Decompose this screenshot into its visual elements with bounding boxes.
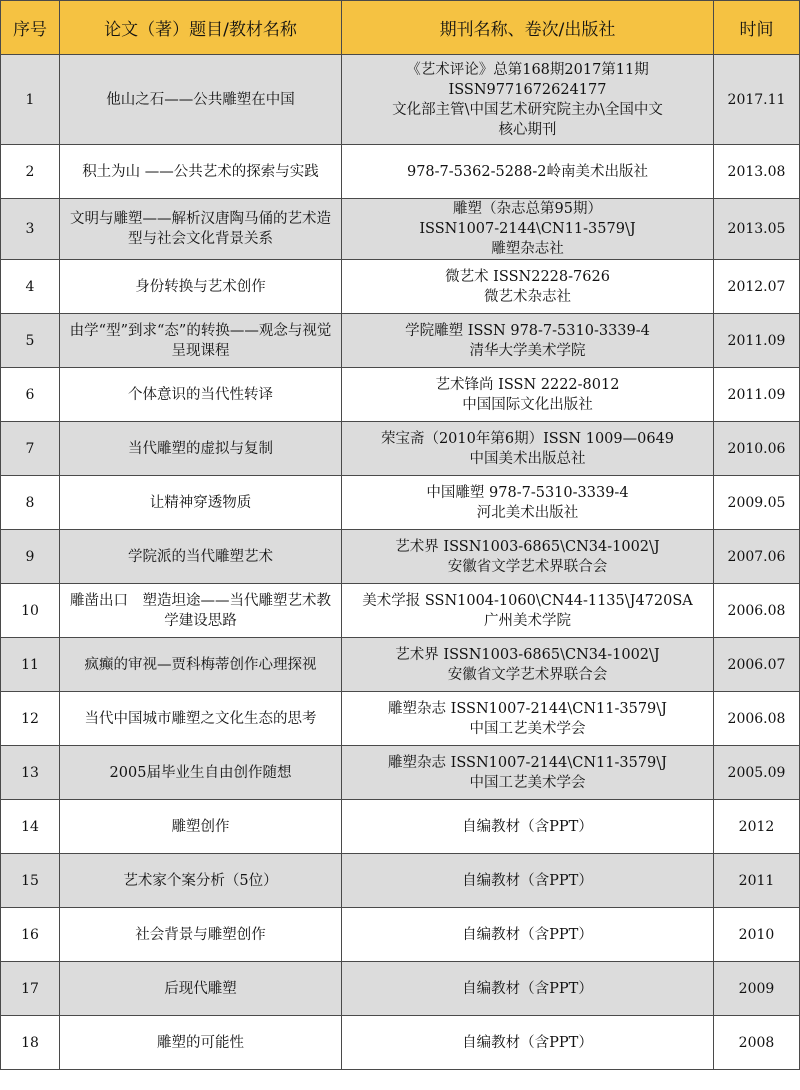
row-journal bbox=[342, 800, 714, 854]
table-row bbox=[1, 746, 800, 800]
journal-line: 中国工艺美术学会 bbox=[469, 774, 586, 791]
row-journal bbox=[342, 746, 714, 800]
table-row bbox=[1, 55, 800, 145]
table-row bbox=[1, 476, 800, 530]
row-time: 2011 bbox=[714, 854, 800, 908]
row-journal bbox=[342, 55, 714, 145]
journal-line: 雕塑杂志 ISSN1007-2144\CN11-3579\J bbox=[388, 754, 667, 771]
row-time: 2013.08 bbox=[714, 145, 800, 199]
row-time: 2009 bbox=[714, 962, 800, 1016]
row-title: 雕塑的可能性 bbox=[60, 1016, 342, 1070]
table-row bbox=[1, 962, 800, 1016]
row-index: 13 bbox=[1, 746, 60, 800]
journal-line: 自编教材（含PPT） bbox=[462, 818, 593, 835]
row-journal bbox=[342, 692, 714, 746]
header-title: 论文（著）题目/教材名称 bbox=[60, 1, 342, 55]
header-index: 序号 bbox=[1, 1, 60, 55]
table-body bbox=[1, 55, 800, 1070]
journal-line: 中国美术出版总社 bbox=[469, 450, 586, 467]
row-title: 雕凿出口 塑造坦途——当代雕塑艺术教学建设思路 bbox=[60, 584, 342, 638]
row-index: 1 bbox=[1, 55, 60, 145]
row-index: 17 bbox=[1, 962, 60, 1016]
journal-line: 艺术界 ISSN1003-6865\CN34-1002\J bbox=[395, 646, 660, 663]
journal-line: 978-7-5362-5288-2岭南美术出版社 bbox=[406, 163, 649, 180]
journal-line: 艺术锋尚 ISSN 2222-8012 bbox=[435, 376, 620, 393]
row-title: 身份转换与艺术创作 bbox=[60, 260, 342, 314]
row-index: 11 bbox=[1, 638, 60, 692]
journal-line: 美术学报 SSN1004-1060\CN44-1135\J4720SA bbox=[362, 592, 693, 609]
row-journal bbox=[342, 145, 714, 199]
row-title: 后现代雕塑 bbox=[60, 962, 342, 1016]
table-row bbox=[1, 1016, 800, 1070]
row-time: 2011.09 bbox=[714, 314, 800, 368]
row-journal bbox=[342, 530, 714, 584]
row-time: 2012 bbox=[714, 800, 800, 854]
row-title: 社会背景与雕塑创作 bbox=[60, 908, 342, 962]
journal-line: 中国雕塑 978-7-5310-3339-4 bbox=[426, 484, 629, 501]
row-time: 2008 bbox=[714, 1016, 800, 1070]
row-journal bbox=[342, 854, 714, 908]
row-index: 16 bbox=[1, 908, 60, 962]
journal-line: 雕塑杂志社 bbox=[491, 241, 564, 257]
table-row bbox=[1, 260, 800, 314]
row-index: 15 bbox=[1, 854, 60, 908]
journal-line: ISSN1007-2144\CN11-3579\J bbox=[419, 221, 636, 237]
row-index: 5 bbox=[1, 314, 60, 368]
row-time: 2006.08 bbox=[714, 584, 800, 638]
journal-line: 自编教材（含PPT） bbox=[462, 926, 593, 943]
table-row bbox=[1, 530, 800, 584]
row-index: 9 bbox=[1, 530, 60, 584]
journal-line: 学院雕塑 ISSN 978-7-5310-3339-4 bbox=[405, 322, 650, 339]
row-index: 4 bbox=[1, 260, 60, 314]
journal-line: 文化部主管\中国艺术研究院主办\全国中文 bbox=[392, 101, 663, 118]
journal-line: 核心期刊 bbox=[498, 121, 557, 138]
header-journal: 期刊名称、卷次/出版社 bbox=[342, 1, 714, 55]
journal-line: 微艺术杂志社 bbox=[484, 288, 571, 305]
journal-line: 安徽省文学艺术界联合会 bbox=[447, 558, 608, 575]
journal-line: 荣宝斋（2010年第6期）ISSN 1009—0649 bbox=[380, 430, 675, 447]
row-index: 14 bbox=[1, 800, 60, 854]
header-row bbox=[1, 1, 800, 55]
journal-line: 微艺术 ISSN2228-7626 bbox=[445, 268, 610, 285]
row-time: 2009.05 bbox=[714, 476, 800, 530]
journal-line: 河北美术出版社 bbox=[476, 504, 579, 521]
row-journal bbox=[342, 368, 714, 422]
table-row bbox=[1, 422, 800, 476]
row-index: 10 bbox=[1, 584, 60, 638]
row-title: 积土为山 ——公共艺术的探索与实践 bbox=[60, 145, 342, 199]
journal-line: 《艺术评论》总第168期2017第11期 bbox=[406, 61, 649, 78]
row-journal bbox=[342, 1016, 714, 1070]
row-title: 2005届毕业生自由创作随想 bbox=[60, 746, 342, 800]
journal-line: 艺术界 ISSN1003-6865\CN34-1002\J bbox=[395, 538, 660, 555]
table-row bbox=[1, 638, 800, 692]
row-time: 2005.09 bbox=[714, 746, 800, 800]
row-journal bbox=[342, 260, 714, 314]
row-time: 2007.06 bbox=[714, 530, 800, 584]
header-time: 时间 bbox=[714, 1, 800, 55]
row-time: 2012.07 bbox=[714, 260, 800, 314]
journal-line: 广州美术学院 bbox=[484, 612, 571, 629]
row-time: 2010.06 bbox=[714, 422, 800, 476]
row-title: 疯癫的审视—贾科梅蒂创作心理探视 bbox=[60, 638, 342, 692]
row-index: 18 bbox=[1, 1016, 60, 1070]
row-index: 7 bbox=[1, 422, 60, 476]
journal-line: ISSN9771672624177 bbox=[448, 81, 607, 98]
journal-line: 中国国际文化出版社 bbox=[462, 396, 593, 413]
table-row bbox=[1, 145, 800, 199]
row-index: 2 bbox=[1, 145, 60, 199]
row-time: 2010 bbox=[714, 908, 800, 962]
journal-line: 雕塑（杂志总第95期） bbox=[453, 201, 602, 217]
row-title: 由学“型”到求“态”的转换——观念与视觉呈现课程 bbox=[60, 314, 342, 368]
table-row bbox=[1, 908, 800, 962]
row-title: 艺术家个案分析（5位） bbox=[60, 854, 342, 908]
row-title: 当代雕塑的虚拟与复制 bbox=[60, 422, 342, 476]
table-header bbox=[1, 1, 800, 55]
row-index: 3 bbox=[1, 199, 60, 260]
row-time: 2006.08 bbox=[714, 692, 800, 746]
row-journal bbox=[342, 908, 714, 962]
table-row bbox=[1, 854, 800, 908]
table-row bbox=[1, 368, 800, 422]
row-title: 个体意识的当代性转译 bbox=[60, 368, 342, 422]
row-index: 8 bbox=[1, 476, 60, 530]
row-journal bbox=[342, 422, 714, 476]
row-time: 2006.07 bbox=[714, 638, 800, 692]
row-index: 6 bbox=[1, 368, 60, 422]
row-time: 2011.09 bbox=[714, 368, 800, 422]
journal-line: 安徽省文学艺术界联合会 bbox=[447, 666, 608, 683]
row-title: 雕塑创作 bbox=[60, 800, 342, 854]
journal-line: 自编教材（含PPT） bbox=[462, 1034, 593, 1051]
journal-line: 自编教材（含PPT） bbox=[462, 872, 593, 889]
row-title: 学院派的当代雕塑艺术 bbox=[60, 530, 342, 584]
row-journal bbox=[342, 476, 714, 530]
row-title: 当代中国城市雕塑之文化生态的思考 bbox=[60, 692, 342, 746]
row-title: 让精神穿透物质 bbox=[60, 476, 342, 530]
table-row bbox=[1, 584, 800, 638]
row-journal bbox=[342, 638, 714, 692]
table-row bbox=[1, 314, 800, 368]
row-title: 文明与雕塑——解析汉唐陶马俑的艺术造型与社会文化背景关系 bbox=[60, 199, 342, 260]
row-journal bbox=[342, 314, 714, 368]
row-time: 2013.05 bbox=[714, 199, 800, 260]
row-title: 他山之石——公共雕塑在中国 bbox=[60, 55, 342, 145]
journal-line: 雕塑杂志 ISSN1007-2144\CN11-3579\J bbox=[388, 700, 667, 717]
row-time: 2017.11 bbox=[714, 55, 800, 145]
journal-line: 清华大学美术学院 bbox=[469, 342, 586, 359]
row-journal bbox=[342, 584, 714, 638]
row-journal bbox=[342, 962, 714, 1016]
table-row bbox=[1, 692, 800, 746]
table-row bbox=[1, 199, 800, 260]
table-row bbox=[1, 800, 800, 854]
journal-line: 自编教材（含PPT） bbox=[462, 980, 593, 997]
row-journal bbox=[342, 199, 714, 260]
journal-line: 中国工艺美术学会 bbox=[469, 720, 586, 737]
row-index: 12 bbox=[1, 692, 60, 746]
